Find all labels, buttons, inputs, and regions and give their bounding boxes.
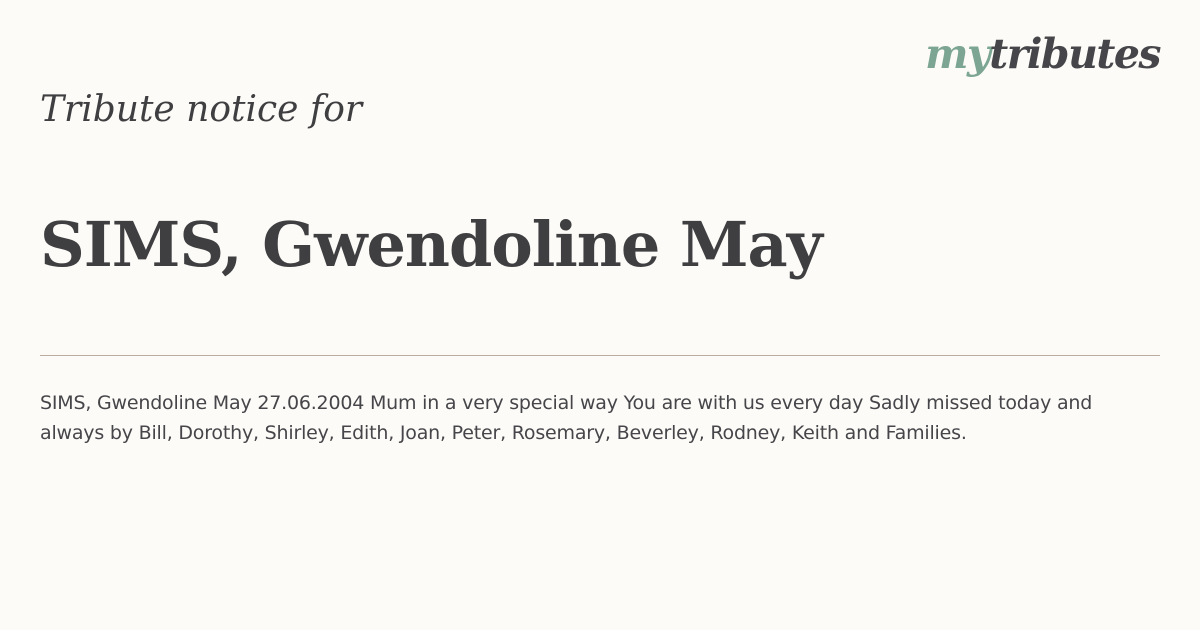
notice-text: SIMS, Gwendoline May 27.06.2004 Mum in a very special way You are with us every day Sadly missed today and always by Bill, Dorothy, Shirley, Edith, Joan, Peter, Rosemary, Beverley, Rodney, Keith and Families. — [40, 392, 1093, 444]
section-divider — [40, 355, 1160, 356]
logo-tributes-text: tributes — [989, 30, 1160, 78]
notice-heading: Tribute notice for — [40, 89, 363, 130]
logo-my-text: my — [925, 30, 990, 78]
mytributes-logo[interactable] — [925, 30, 1160, 78]
deceased-name: SIMS, Gwendoline May — [40, 208, 822, 281]
